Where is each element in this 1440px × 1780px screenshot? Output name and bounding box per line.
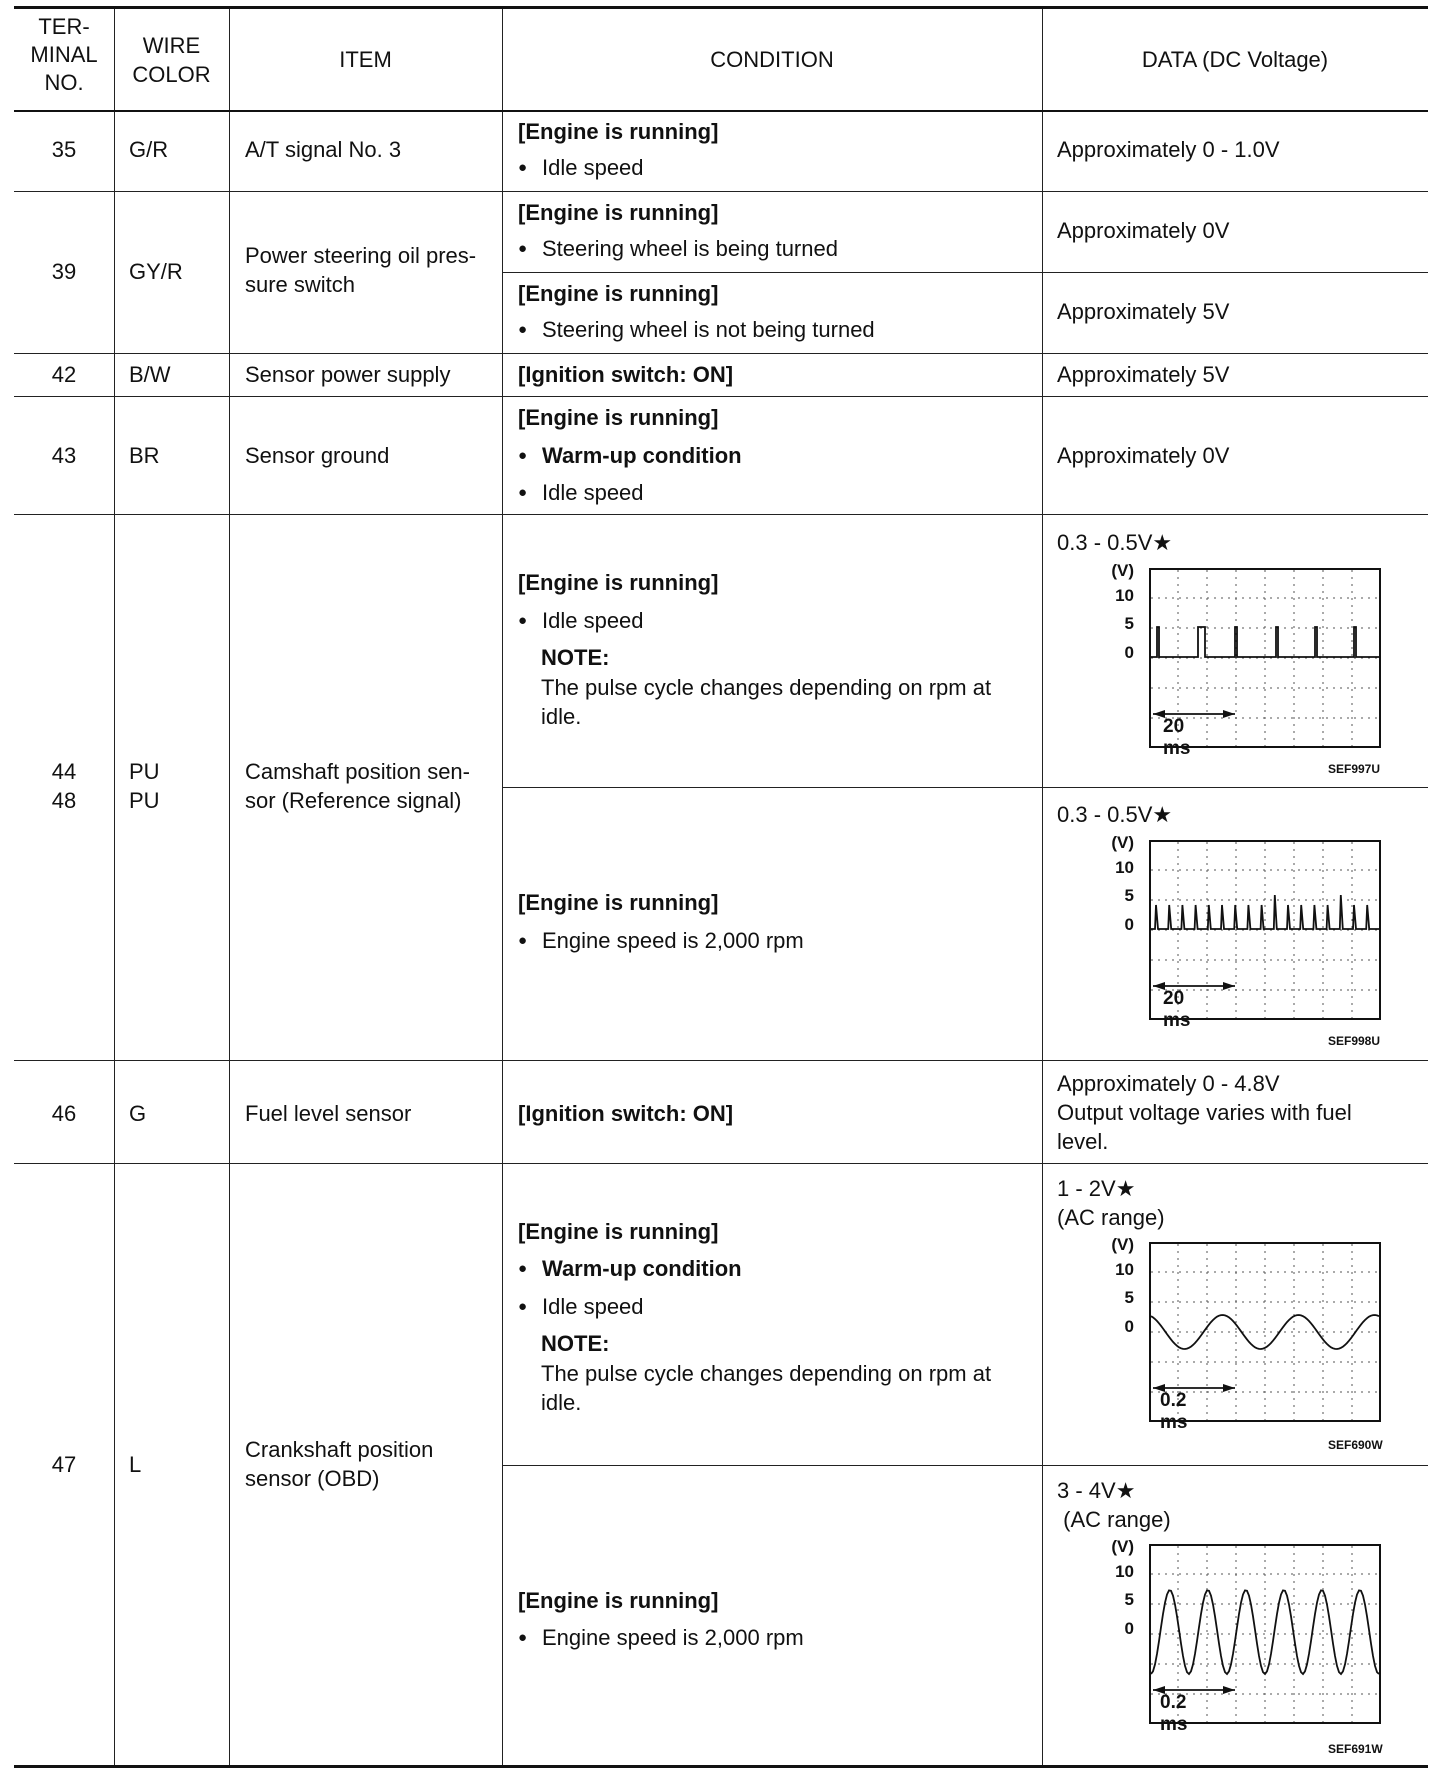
item-name: Crankshaft position sensor (OBD) <box>245 1437 434 1491</box>
voltage-tick: 10 <box>1115 858 1134 877</box>
header-divider <box>14 110 1428 112</box>
data-value: Approximately 0 - 4.8V Output voltage varies with fuel level. <box>1057 1071 1352 1154</box>
item-name: A/T signal No. 3 <box>245 137 402 162</box>
header-data: DATA (DC Voltage) <box>1141 47 1329 72</box>
data-value: 0.3 - 0.5V★ <box>1057 530 1173 555</box>
wire-color: L <box>129 1452 142 1477</box>
wire-color: G/R <box>129 137 169 162</box>
voltage-tick: 0 <box>1124 915 1134 934</box>
condition-bullet: ● Steering wheel is not being turned <box>518 315 875 344</box>
voltage-tick: 5 <box>1124 1590 1134 1609</box>
item-name: Power steering oil pres- sure switch <box>245 243 477 297</box>
terminal-number: 42 <box>51 362 77 387</box>
condition-heading: [Engine is running] <box>518 405 719 430</box>
note-label: NOTE: <box>541 1331 610 1356</box>
time-per-division: 0.2 ms <box>1160 1390 1188 1433</box>
header-item: ITEM <box>339 47 392 72</box>
data-value: Approximately 0 - 1.0V <box>1057 137 1280 162</box>
col-divider <box>114 9 115 1765</box>
condition-heading: [Engine is running] <box>518 570 719 595</box>
condition-heading: [Ignition switch: ON] <box>518 362 734 387</box>
data-value: 3 - 4V★ (AC range) <box>1057 1478 1171 1532</box>
voltage-unit: (V) <box>1111 1235 1134 1254</box>
header-wire-color: WIRE COLOR <box>132 33 211 87</box>
voltage-tick: 0 <box>1124 1619 1134 1638</box>
voltage-tick: 10 <box>1115 586 1134 605</box>
voltage-tick: 10 <box>1115 1260 1134 1279</box>
condition-bullet: ● Warm-up condition <box>518 441 742 470</box>
terminal-number: 35 <box>51 137 77 162</box>
voltage-tick: 0 <box>1124 1317 1134 1336</box>
figure-code: SEF690W <box>1328 1438 1383 1452</box>
row-divider <box>14 1163 1428 1164</box>
data-value: Approximately 0V <box>1057 218 1230 243</box>
row-sub-divider <box>502 787 1428 788</box>
condition-bullet: ● Engine speed is 2,000 rpm <box>518 1623 804 1652</box>
condition-bullet: ● Idle speed <box>518 478 644 507</box>
condition-bullet: ● Engine speed is 2,000 rpm <box>518 926 804 955</box>
time-per-division: 0.2 ms <box>1160 1692 1188 1735</box>
condition-heading: [Engine is running] <box>518 890 719 915</box>
condition-heading: [Engine is running] <box>518 1588 719 1613</box>
voltage-unit: (V) <box>1111 1537 1134 1556</box>
wire-color: B/W <box>129 362 171 387</box>
time-per-division: 20 ms <box>1163 716 1191 759</box>
wire-color: PU PU <box>129 759 160 813</box>
data-value: Approximately 5V <box>1057 362 1230 387</box>
condition-heading: [Ignition switch: ON] <box>518 1101 734 1126</box>
wire-color: GY/R <box>129 259 183 284</box>
voltage-tick: 5 <box>1124 886 1134 905</box>
time-per-division: 20 ms <box>1163 988 1191 1031</box>
item-name: Fuel level sensor <box>245 1101 412 1126</box>
condition-bullet: ● Idle speed <box>518 1292 644 1321</box>
condition-heading: [Engine is running] <box>518 119 719 144</box>
item-name: Sensor ground <box>245 443 390 468</box>
figure-code: SEF691W <box>1328 1742 1383 1756</box>
terminal-number: 46 <box>51 1101 77 1126</box>
data-value: 1 - 2V★ (AC range) <box>1057 1176 1165 1230</box>
condition-heading: [Engine is running] <box>518 281 719 306</box>
condition-bullet: ● Idle speed <box>518 606 644 635</box>
header-terminal: TER- MINAL NO. <box>30 14 98 95</box>
row-divider <box>14 353 1428 354</box>
terminal-number: 43 <box>51 443 77 468</box>
condition-bullet: ● Idle speed <box>518 153 644 182</box>
row-divider <box>14 1060 1428 1061</box>
row-divider <box>14 514 1428 515</box>
figure-code: SEF998U <box>1328 1034 1381 1048</box>
terminal-number: 44 48 <box>51 759 77 813</box>
col-divider <box>229 9 230 1765</box>
condition-bullet: ● Warm-up condition <box>518 1254 742 1283</box>
voltage-tick: 10 <box>1115 1562 1134 1581</box>
condition-heading: [Engine is running] <box>518 1219 719 1244</box>
terminal-data-table <box>14 6 1428 1768</box>
item-name: Sensor power supply <box>245 362 451 387</box>
note-text: The pulse cycle changes depending on rpm at idle. <box>541 1361 992 1415</box>
voltage-tick: 0 <box>1124 643 1134 662</box>
voltage-tick: 5 <box>1124 614 1134 633</box>
terminal-number: 39 <box>51 259 77 284</box>
voltage-unit: (V) <box>1111 833 1134 852</box>
figure-code: SEF997U <box>1328 762 1381 776</box>
row-divider <box>14 191 1428 192</box>
terminal-number: 47 <box>51 1452 77 1477</box>
wire-color: BR <box>129 443 160 468</box>
row-sub-divider <box>502 272 1428 273</box>
data-value: 0.3 - 0.5V★ <box>1057 802 1173 827</box>
condition-bullet: ● Steering wheel is being turned <box>518 234 838 263</box>
condition-heading: [Engine is running] <box>518 200 719 225</box>
note-label: NOTE: <box>541 645 610 670</box>
header-condition: CONDITION <box>710 47 834 72</box>
wire-color: G <box>129 1101 147 1126</box>
data-value: Approximately 5V <box>1057 299 1230 324</box>
row-sub-divider <box>502 1465 1428 1466</box>
voltage-tick: 5 <box>1124 1288 1134 1307</box>
data-value: Approximately 0V <box>1057 443 1230 468</box>
item-name: Camshaft position sen- sor (Reference signal) <box>245 759 470 813</box>
note-text: The pulse cycle changes depending on rpm at idle. <box>541 675 992 729</box>
row-divider <box>14 396 1428 397</box>
voltage-unit: (V) <box>1111 561 1134 580</box>
